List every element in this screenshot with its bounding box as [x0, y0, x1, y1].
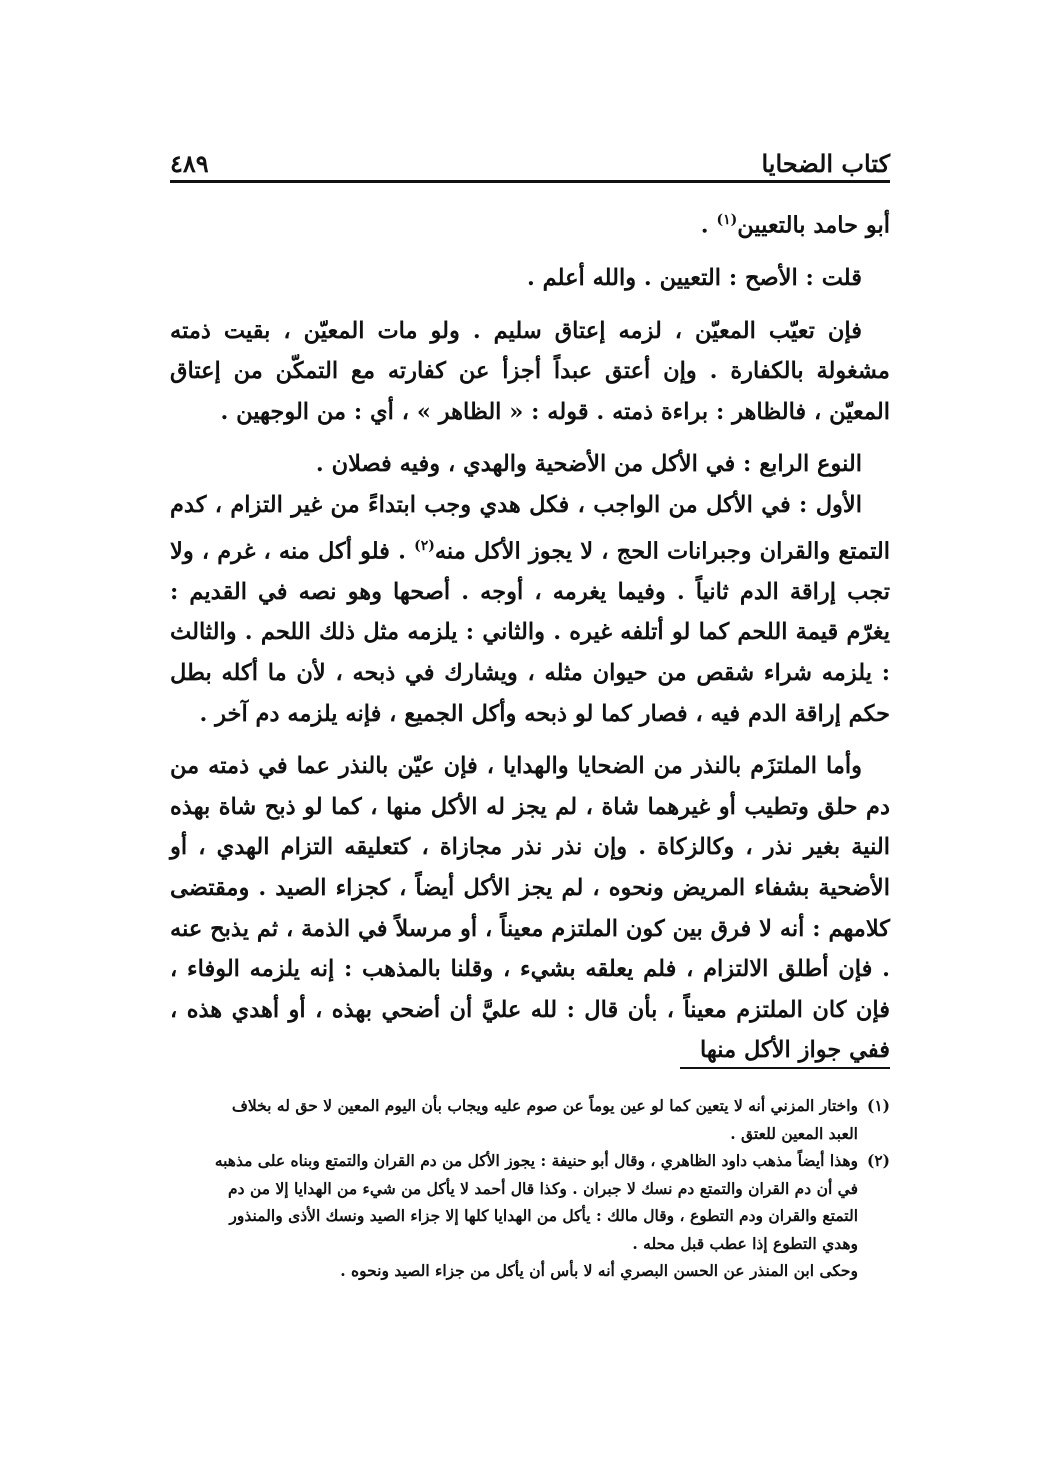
paragraph-2: قلت : الأصح : التعيين . والله أعلم .: [527, 265, 862, 292]
paragraph-1: أبو حامد بالتعيين$^{(١)}$ .: [700, 212, 890, 239]
running-header: [170, 138, 890, 178]
paragraph-4: النوع الرابع : في الأكل من الأضحية والهدي ، وفيه فصلان .: [315, 451, 862, 478]
footnote-ref-1[interactable]: (١): [716, 212, 738, 228]
footnote-rule: [680, 1067, 890, 1069]
footnote-text: واختار المزني أنه لا يتعين كما لو عين يوماً عن صوم عليه ويجاب بأن اليوم المعين لا حق له بخلاف العبد المعين للعتق .: [231, 1096, 858, 1143]
footnote-2: [170, 1147, 890, 1285]
footnote-ref-2[interactable]: (٢): [414, 537, 435, 554]
page-number: ٤٨٩: [170, 149, 209, 178]
footnotes: [170, 1092, 890, 1285]
header-rule: [170, 180, 890, 183]
paragraph-6: وأما الملتزَم بالنذر من الضحايا والهدايا ، فإن عيّن بالنذر عما في ذمته من دم حلق وتطيب أو غيرهما شاة ، لم يجز له الأكل منها ، كما لو ذبح شاة بهذه النية بغير نذر ، وكالزكاة . وإن نذر نذر مجازاة ، كتعليقه التزام الهدي ، أو الأضحية بشفاء المريض ونحوه ، لم يجز الأكل أيضاً ، كجزاء الصيد . ومقتضى كلامهم : أنه لا فرق بين كون الملتزم معيناً ، أو مرسلاً في الذمة ، ثم يذبح عنه . فإن أطلق الالتزام ، فلم يعلقه بشيء ، وقلنا بالمذهب : إنه يلزمه الوفاء ، فإن كان الملتزم معيناً ، بأن قال : لله عليَّ أن أضحي بهذه ، أو أهدي هذه ، ففي جواز الأكل منها: [170, 753, 890, 1064]
footnote-number: (٢): [866, 1151, 890, 1170]
paragraph-5: الأول : في الأكل من الواجب ، فكل هدي وجب ابتداءً من غير التزام ، كدم التمتع والقران وجبرانات الحج ، لا يجوز الأكل منه$^{(٢)}$ . فلو أكل منه ، غرم ، ولا تجب إراقة الدم ثانياً . وفيما يغرمه ، أوجه . أصحها وهو نصه في القديم : يغرّم قيمة اللحم كما لو أتلفه غيره . والثاني : يلزمه مثل ذلك اللحم . والثالث : يلزمه شراء شقص من حيوان مثله ، ويشارك في ذبحه ، لأن ما أكله بطل حكم إراقة الدم فيه ، فصار كما لو ذبحه وأكل الجميع ، فإنه يلزمه دم آخر .: [170, 492, 890, 727]
footnote-text: وهذا أيضاً مذهب داود الظاهري ، وقال أبو حنيفة : يجوز الأكل من دم القران والتمتع وبناه على مذهبه في أن دم القران والتمتع دم نسك لا جبران . وكذا قال أحمد لا يأكل من شيء من الهدايا إلا من دم التمتع والقران ودم التطوع ، وقال مالك : يأكل من الهدايا كلها إلا جزاء الصيد ونسك الأذى والمنذور وهدي التطوع إذا عطب قبل محله . وحكى ابن المنذر عن الحسن البصري أنه لا بأس أن يأكل من جزاء الصيد ونحوه .: [214, 1151, 858, 1280]
footnote-number: (١): [866, 1096, 890, 1115]
main-text: [170, 200, 890, 1071]
chapter-title: كتاب الضحايا: [761, 149, 890, 178]
footnote-1: [170, 1092, 890, 1147]
paragraph-3: فإن تعيّب المعيّن ، لزمه إعتاق سليم . ولو مات المعيّن ، بقيت ذمته مشغولة بالكفارة . وإن أعتق عبداً أجزأ عن كفارته مع التمكّن من إعتاق المعيّن ، فالظاهر : براءة ذمته . قوله : « الظاهر » ، أي : من الوجهين .: [170, 317, 890, 425]
